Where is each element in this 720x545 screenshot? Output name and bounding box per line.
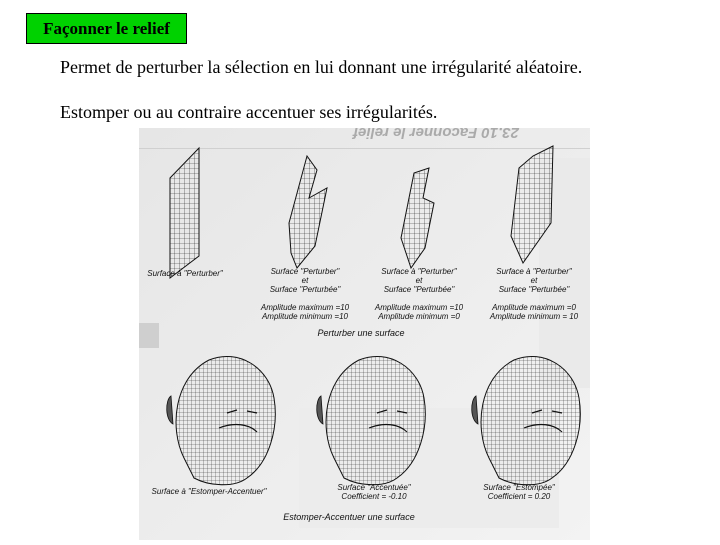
row1-param-2b: Amplitude minimum =0: [378, 312, 460, 321]
row1-label-3c: Surface "Perturbée": [383, 285, 455, 294]
row1-label-2a: Surface "Perturber": [270, 267, 340, 276]
row1-label-4c: Surface "Perturbée": [498, 285, 570, 294]
row1-label-3b: et: [415, 276, 423, 285]
row2-label-2a: Surface "Accentuée": [337, 483, 411, 492]
description-line-2: Estomper ou au contraire accentuer ses irrégularités.: [60, 102, 438, 122]
scan-header: 23.10 Façonner le relief: [353, 128, 519, 141]
row1-label-2b: et: [301, 276, 309, 285]
row1-param-1a: Amplitude maximum =10: [260, 303, 350, 312]
scanned-figure: [139, 128, 590, 540]
row1-caption: Perturber une surface: [317, 328, 405, 338]
row1-label-3a: Surface à "Perturber": [381, 267, 457, 276]
row2-label-3a: Surface "Estompée": [483, 483, 555, 492]
row2-label-1: Surface à "Estomper-Accentuer": [151, 487, 267, 496]
row1-label-4b: et: [530, 276, 538, 285]
row1-param-3a: Amplitude maximum =0: [492, 303, 576, 312]
row2-label-2b: Coefficient = -0.10: [341, 492, 407, 501]
row1-label-2c: Surface "Perturbée": [269, 285, 341, 294]
description-line-1: Permet de perturber la sélection en lui donnant une irrégularité aléatoire.: [60, 57, 583, 77]
row1-label-1a: Surface à "Perturber": [147, 269, 223, 278]
row1-label-4a: Surface à "Perturber": [496, 267, 572, 276]
row1-param-1b: Amplitude minimum =10: [261, 312, 349, 321]
slide-title: Façonner le relief: [26, 13, 187, 44]
row1-param-3b: Amplitude minimum = 10: [489, 312, 579, 321]
row2-caption: Estomper-Accentuer une surface: [283, 512, 415, 522]
row2-label-3b: Coefficient = 0.20: [487, 492, 551, 501]
row1-param-2a: Amplitude maximum =10: [374, 303, 464, 312]
